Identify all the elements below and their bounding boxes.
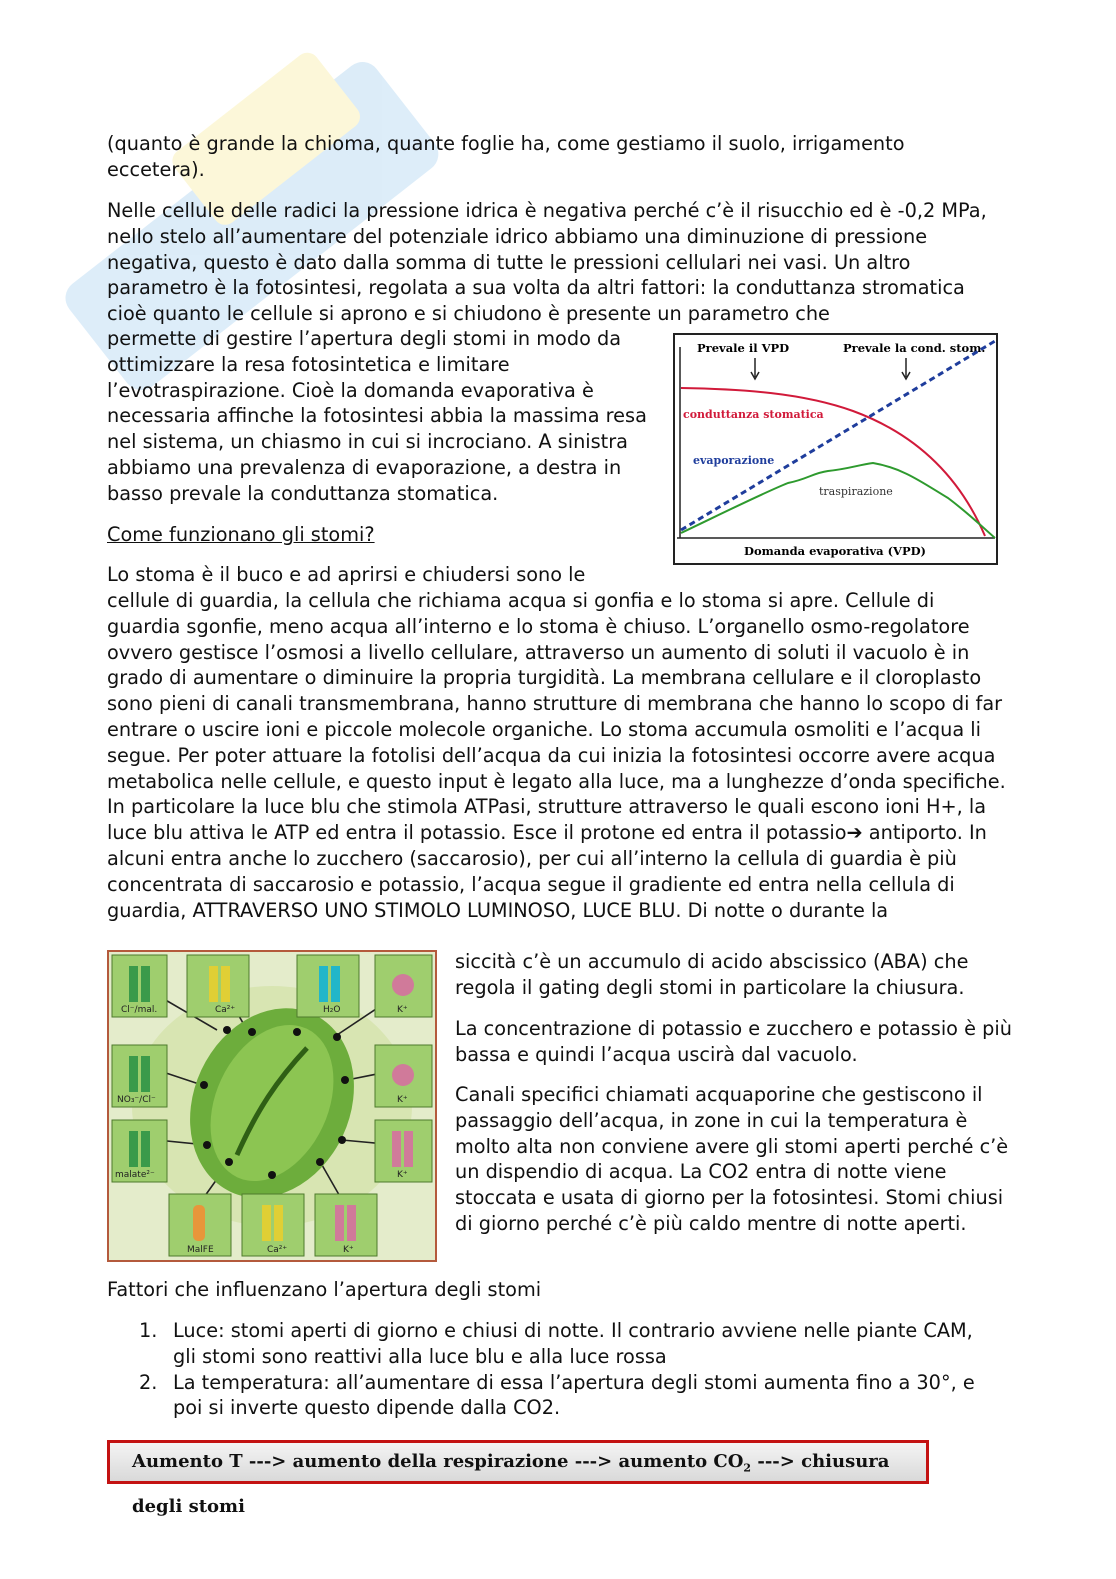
svg-text:K⁺: K⁺ [397, 1005, 408, 1015]
factors-list [107, 1318, 987, 1421]
svg-text:H₂O: H₂O [323, 1005, 341, 1015]
list-item: 1. Luce: stomi aperti di giorno e chiusi di notte. Il contrario avviene nelle piante CAM, gli stomi sono reattivi alla luce blu e alla luce rossa [139, 1319, 973, 1368]
paragraph-factors: Fattori che influenzano l’apertura degli stomi [107, 1278, 542, 1301]
vpd-chart [673, 333, 998, 565]
svg-text:Cl⁻/mal.: Cl⁻/mal. [121, 1005, 158, 1015]
label-evaporation: evaporazione [693, 454, 775, 467]
svg-text:K⁺: K⁺ [343, 1245, 354, 1255]
paragraph-aba: siccità c’è un accumulo di acido abscissico (ABA) che regola il gating degli stomi in particolare la chiusura. [455, 950, 969, 999]
svg-text:Ca²⁺: Ca²⁺ [267, 1245, 288, 1255]
paragraph-guard-cells: cellule di guardia, la cellula che richiama acqua si gonfia e lo stoma si apre. Cellule di guardia sgonfie, meno acqua all’interno e lo stoma è chiuso. L’organello osmo-regolatore ovvero gestisce l’osmosi a livello cellulare, attraverso un aumento di soluti il vacuolo è in grado di aumentare o diminuire la propria turgidità. La membrana cellulare e il cloroplasto sono pieni di canali transmembrana, hanno strutture di membrana che hanno lo scopo di far entrare o uscire ioni e piccole molecole organiche. Lo stoma accumula osmoliti e l’acqua li segue. Per poter attuare la fotolisi dell’acqua da cui inizia la fotosintesi occorre avere acqua metabolica nelle cellule, e questo input è legato alla luce, ma a lunghezze d’onda specifiche. In particolare la luce blu che stimola ATPasi, strutture attraverso le quali escono ioni H+, la luce blu attiva le ATP ed entra il potassio. Esce il protone ed entra il potassio➔ antiporto. In alcuni entra anche lo zucchero (saccarosio), per cui all’interno la cellula di guardia è più concentrata di saccarosio e potassio, l’acqua segue il gradiente ed entra nella cellula di guardia, ATTRAVERSO UNO STIMOLO LUMINOSO, LUCE BLU. Di notte o durante la [107, 589, 1006, 922]
svg-text:MalFE: MalFE [187, 1245, 214, 1255]
paragraph-intro: (quanto è grande la chioma, quante foglie ha, come gestiamo il suolo, irrigamento eccetera). [107, 132, 905, 181]
paragraph-stomatal-conductance: permette di gestire l’apertura degli stomi in modo da ottimizzare la resa fotosintetica e limitare l’evotraspirazione. Cioè la domanda evaporativa è necessaria affinche la fotosintesi abbia la massima resa nel sistema, un chiasmo in cui si incrociano. A sinistra abbiamo una prevalenza di evaporazione, a destra in basso prevale la conduttanza stomatica. [107, 327, 647, 505]
list-item: 2. La temperatura: all’aumentare di essa l’apertura degli stomi aumenta fino a 30°, e poi si inverte questo dipende dalla CO2. [139, 1370, 975, 1420]
paragraph-aquaporins: Canali specifici chiamati acquaporine che gestiscono il passaggio dell’acqua, in zone in cui la temperatura è molto alta non conviene avere gli stomi aperti perché c’è un dispendio di acqua. La CO2 entra di notte viene stoccata e usata di giorno per la fotosintesi. Stomi chiusi di giorno perché c’è più caldo mentre di notte aperti. [455, 1083, 1009, 1235]
label-vpd: Prevale il VPD [697, 341, 790, 355]
label-cond: Prevale la cond. stom. [843, 341, 986, 355]
svg-text:K⁺: K⁺ [397, 1170, 408, 1180]
paragraph-potassium: La concentrazione di potassio e zucchero e potassio è più bassa e quindi l’acqua uscirà dal vacuolo. [455, 1017, 1012, 1066]
paragraph-pressure: Nelle cellule delle radici la pressione idrica è negativa perché c’è il risucchio ed è -0,2 MPa, nello stelo all’aumentare del potenziale idrico abbiamo una diminuzione di pressione negativa, questo è dato dalla somma di tutte le pressioni cellulari nei vasi. Un altro parametro è la fotosintesi, regolata a sua volta da altri fattori: la conduttanza stromatica cioè quanto le cellule si aprono e si chiudono è presente un parametro che [107, 199, 987, 326]
svg-text:Ca²⁺: Ca²⁺ [215, 1005, 236, 1015]
svg-text:K⁺: K⁺ [397, 1095, 408, 1105]
summary-banner: Aumento T ---> aumento della respirazione ---> aumento $CO_2$ ---> chiusura degli stomi [107, 1440, 929, 1484]
stoma-channel-diagram [107, 950, 437, 1262]
svg-text:malate²⁻: malate²⁻ [115, 1170, 155, 1180]
paragraph-stoma-intro: Lo stoma è il buco e ad aprirsi e chiudersi sono le [107, 563, 586, 586]
svg-text:NO₃⁻/Cl⁻: NO₃⁻/Cl⁻ [117, 1095, 156, 1105]
label-transpiration: traspirazione [819, 485, 893, 498]
section-heading: Come funzionano gli stomi? [107, 523, 375, 546]
x-axis-label: Domanda evaporativa (VPD) [743, 544, 927, 558]
label-conductance: conduttanza stomatica [683, 408, 824, 421]
